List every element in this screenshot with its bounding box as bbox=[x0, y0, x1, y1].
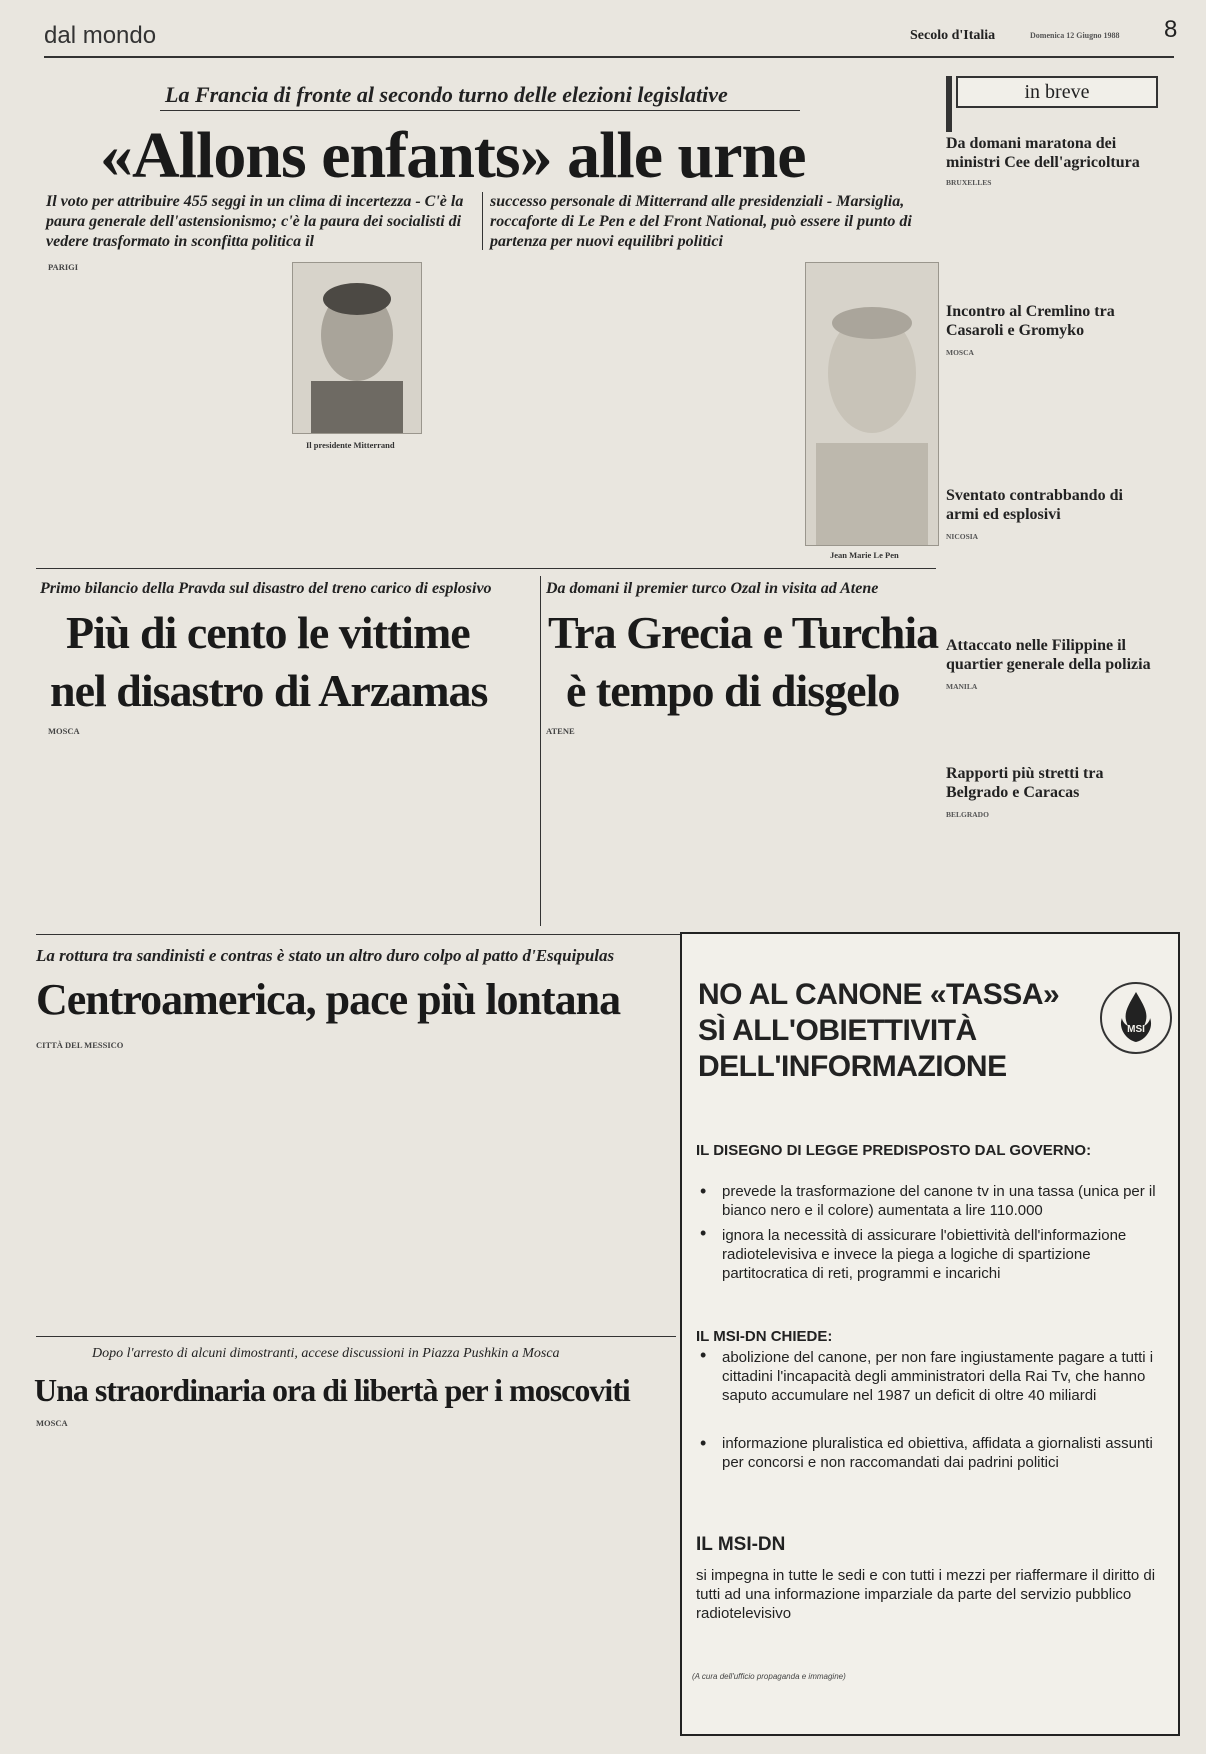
france-text-col3 bbox=[290, 454, 422, 560]
moscow-text-col6 bbox=[506, 1418, 596, 1728]
brief-item-5-title: Rapporti più stretti tra Belgrado e Caracas bbox=[946, 765, 1104, 801]
arzamas-dateline: MOSCA bbox=[48, 726, 80, 736]
brief-header-bar bbox=[946, 76, 952, 132]
moscow-text-col5 bbox=[412, 1418, 500, 1728]
brief-item-3-body bbox=[946, 532, 1166, 642]
brief-item-1-body bbox=[946, 178, 1166, 278]
france-dateline: PARIGI bbox=[48, 262, 79, 272]
france-subheadline-left: Il voto per attribuire 455 seggi in un clima di incertezza - C'è la paura generale dell'astensionismo; c'è la paura dei socialisti di vedere trasformato in sconfitta politica il bbox=[46, 193, 464, 250]
ad-section3-heading: IL MSI-DN bbox=[696, 1534, 786, 1555]
turkey-kicker: Da domani il premier turco Ozal in visita ad Atene bbox=[546, 580, 879, 597]
ad-section2-item1: abolizione del canone, per non fare ingiustamente pagare a tutti i cittadini l'incapacità degli amministratori della Rai Tv, che hanno saputo accumulare nel 1987 un deficit di oltre 40 miliardi bbox=[722, 1349, 1154, 1404]
france-text-col4 bbox=[426, 262, 526, 560]
brief-item-2-body bbox=[946, 348, 1166, 468]
centro-text-col3 bbox=[224, 1040, 312, 1326]
moscow-kicker: Dopo l'arresto di alcuni dimostranti, accese discussioni in Piazza Pushkin a Mosca bbox=[92, 1346, 560, 1361]
centro-text-col6 bbox=[506, 1040, 596, 1326]
msi-logo-text: MSI bbox=[1127, 1024, 1145, 1035]
ad-section2-item2: informazione pluralistica ed obiettiva, affidata a giornalisti assunti per concorsi e non raccomandati dai padrini politici bbox=[722, 1435, 1153, 1471]
moscow-dateline: MOSCA bbox=[36, 1418, 68, 1428]
arzamas-headline-line1: Più di cento le vittime bbox=[66, 607, 470, 658]
centro-text-col2 bbox=[130, 1040, 218, 1326]
ad-bullet-1: • bbox=[700, 1181, 707, 1201]
france-sub-divider bbox=[482, 192, 483, 250]
turkey-headline-line2: è tempo di disgelo bbox=[566, 665, 900, 716]
centro-text-col5 bbox=[412, 1040, 500, 1326]
brief-header: in breve bbox=[956, 76, 1158, 108]
page-number: 8 bbox=[1164, 16, 1178, 43]
arzamas-kicker: Primo bilancio della Pravda sul disastro del treno carico di esplosivo bbox=[40, 580, 492, 597]
turkey-text-col3 bbox=[746, 726, 840, 926]
brief-box bbox=[946, 70, 1166, 920]
ad-bullet-4: • bbox=[700, 1433, 707, 1453]
masthead-rule bbox=[44, 56, 1174, 58]
moscow-text-col1 bbox=[36, 1418, 124, 1728]
ad-footer: (A cura dell'ufficio propaganda e immagine) bbox=[692, 1672, 846, 1681]
section-label: dal mondo bbox=[44, 22, 157, 49]
brief-item-5-dateline: BELGRADO bbox=[946, 810, 989, 819]
centroamerica-headline: Centroamerica, pace più lontana bbox=[36, 975, 621, 1024]
mitterrand-caption: Il presidente Mitterrand bbox=[306, 440, 395, 450]
ad-section3-text: si impegna in tutte le sedi e con tutti i mezzi per riaffermare il diritto di tutti ad una informazione imparziale da parte del servizio pubblico radiotelevisivo bbox=[696, 1567, 1156, 1622]
centro-bottom-rule bbox=[36, 1336, 676, 1337]
ad-section1-heading: IL DISEGNO DI LEGGE PREDISPOSTO DAL GOVERNO: bbox=[696, 1142, 1092, 1159]
ad-section1-item2: ignora la necessità di assicurare l'obiettività dell'informazione radiotelevisiva e invece la piega a logiche di spartizione partitocratica di reti, programmi e incarichi bbox=[722, 1227, 1127, 1282]
arzamas-text-col2 bbox=[156, 726, 256, 926]
brief-item-2-title: Incontro al Cremlino tra Casaroli e Gromyko bbox=[946, 303, 1115, 339]
flame-icon bbox=[1102, 984, 1170, 1052]
newspaper-name: Secolo d'Italia bbox=[910, 28, 996, 43]
ad-title-line3: DELL'INFORMAZIONE bbox=[698, 1050, 1007, 1083]
brief-item-4-body bbox=[946, 682, 1166, 772]
france-bottom-rule bbox=[36, 568, 936, 569]
centroamerica-kicker: La rottura tra sandinisti e contras è stato un altro duro colpo al patto d'Esquipulas bbox=[36, 946, 615, 965]
moscow-headline: Una straordinaria ora di libertà per i moscoviti bbox=[34, 1372, 630, 1408]
le-pen-caption: Jean Marie Le Pen bbox=[830, 550, 899, 560]
mitterrand-portrait bbox=[293, 263, 421, 433]
centroamerica-dateline: CITTÀ DEL MESSICO bbox=[36, 1040, 124, 1050]
turkey-headline-line1: Tra Grecia e Turchia bbox=[548, 607, 939, 658]
brief-item-4-title: Attaccato nelle Filippine il quartier generale della polizia bbox=[946, 637, 1151, 673]
france-text-col1 bbox=[48, 262, 148, 560]
brief-item-3-dateline: NICOSIA bbox=[946, 532, 979, 541]
brief-item-2-dateline: MOSCA bbox=[946, 348, 974, 357]
le-pen-photo bbox=[805, 262, 939, 546]
centro-text-col4 bbox=[318, 1040, 406, 1326]
france-subheadline-right: successo personale di Mitterrand alle presidenziali - Marsiglia, roccaforte di Le Pen e del Front National, può essere il punto di partenza per nuovi equilibri politici bbox=[490, 193, 912, 250]
france-text-col2 bbox=[156, 262, 256, 560]
msi-logo bbox=[1100, 982, 1172, 1054]
ad-section2-heading: IL MSI-DN CHIEDE: bbox=[696, 1328, 833, 1345]
brief-item-5-body bbox=[946, 810, 1166, 910]
arzamas-text-col3 bbox=[264, 726, 364, 926]
centro-text-col1 bbox=[36, 1040, 124, 1326]
moscow-text-col2 bbox=[130, 1418, 218, 1728]
france-text-col6 bbox=[642, 262, 742, 560]
le-pen-portrait bbox=[806, 263, 938, 545]
france-kicker-underline bbox=[160, 110, 800, 111]
ad-bullet-2: • bbox=[700, 1223, 707, 1243]
arzamas-turkey-divider bbox=[540, 576, 541, 926]
turkey-text-col1 bbox=[546, 726, 640, 926]
turkey-text-col2 bbox=[646, 726, 740, 926]
ad-title-line1: NO AL CANONE «TASSA» bbox=[698, 978, 1060, 1011]
arzamas-text-col1 bbox=[48, 726, 148, 926]
ad-section1-item1: prevede la trasformazione del canone tv in una tassa (unica per il bianco nero e il colore) aumentata a lire 110.000 bbox=[722, 1183, 1156, 1219]
france-headline: «Allons enfants» alle urne bbox=[100, 119, 806, 192]
brief-item-1-title: Da domani maratona dei ministri Cee dell'agricoltura bbox=[946, 135, 1140, 171]
moscow-text-col3 bbox=[224, 1418, 312, 1728]
ad-title-line2: SÌ ALL'OBIETTIVITÀ bbox=[698, 1014, 977, 1047]
arzamas-headline-line2: nel disastro di Arzamas bbox=[50, 665, 488, 716]
ad-bullet-3: • bbox=[700, 1345, 707, 1365]
brief-item-4-dateline: MANILA bbox=[946, 682, 978, 691]
france-kicker: La Francia di fronte al secondo turno delle elezioni legislative bbox=[165, 82, 728, 107]
turkey-text-col4 bbox=[846, 726, 936, 926]
turkey-dateline: ATENE bbox=[546, 726, 575, 736]
brief-item-3-title: Sventato contrabbando di armi ed esplosivi bbox=[946, 487, 1123, 523]
brief-item-1-dateline: BRUXELLES bbox=[946, 178, 992, 187]
msi-advertisement bbox=[680, 932, 1180, 1736]
arzamas-text-col4 bbox=[372, 726, 472, 926]
mitterrand-photo bbox=[292, 262, 422, 434]
france-text-col5 bbox=[534, 262, 634, 560]
issue-date: Domenica 12 Giugno 1988 bbox=[1030, 31, 1120, 40]
moscow-text-col4 bbox=[318, 1418, 406, 1728]
